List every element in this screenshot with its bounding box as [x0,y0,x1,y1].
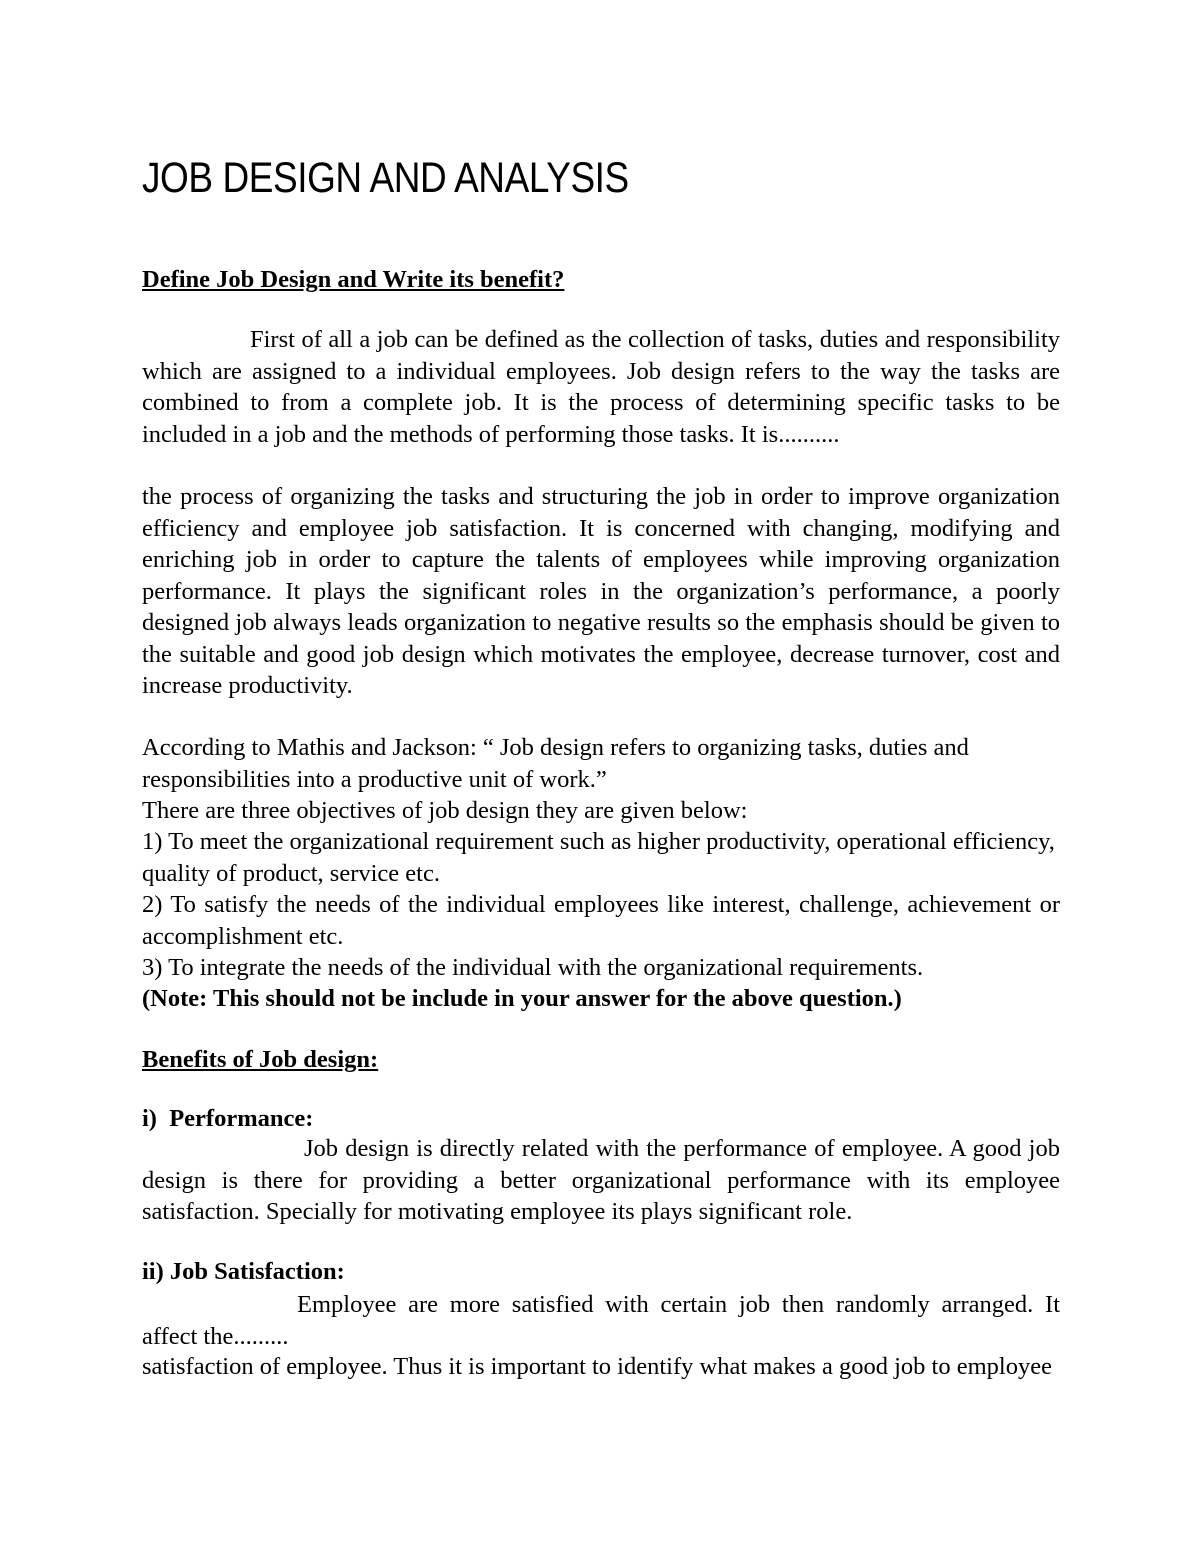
note-text: (Note: This should not be include in your answer for the above question.) [142,985,902,1012]
section-heading-define-job-design: Define Job Design and Write its benefit? [142,266,565,293]
benefit-heading-performance: i) Performance: [142,1105,314,1132]
objective-item-1: 1) To meet the organizational requirement such as higher productivity, operational efficiency, quality of product, service etc. [142,828,1055,887]
section-heading-benefits: Benefits of Job design: [142,1046,379,1073]
objective-item-2: 2) To satisfy the needs of the individual employees like interest, challenge, achievement or accomplishment etc. [142,891,1060,950]
benefit-text-job-satisfaction-part1: Employee are more satisfied with certain job then randomly arranged. It affect the......... [142,1291,1060,1350]
paragraph-mathis-jackson-quote: According to Mathis and Jackson: “ Job design refers to organizing tasks, duties and responsibilities into a productive unit of work.” [142,734,969,793]
document-title: JOB DESIGN AND ANALYSIS [142,154,629,202]
objectives-intro: There are three objectives of job design they are given below: [142,797,748,824]
objective-item-3: 3) To integrate the needs of the individual with the organizational requirements. [142,954,924,981]
paragraph-job-definition: First of all a job can be defined as the collection of tasks, duties and responsibility which are assigned to a individual employees. Job design refers to the way the tasks are combined to from a complete job. It is the process of determining specific tasks to be included in a job and the methods of performing those tasks. It is.......... [142,326,1060,448]
paragraph-job-design-process: the process of organizing the tasks and structuring the job in order to improve organization efficiency and employee job satisfaction. It is concerned with changing, modifying and enriching job in order to capture the talents of employees while improving organization performance. It plays the significant roles in the organization’s performance, a poorly designed job always leads organization to negative results so the emphasis should be given to the suitable and good job design which motivates the employee, decrease turnover, cost and increase productivity. [142,483,1060,699]
benefit-heading-job-satisfaction: ii) Job Satisfaction: [142,1258,345,1285]
benefit-text-job-satisfaction-part2: satisfaction of employee. Thus it is important to identify what makes a good job to employee [142,1353,1052,1380]
benefit-text-performance: Job design is directly related with the performance of employee. A good job design is there for providing a better organizational performance with its employee satisfaction. Specially for motivating employee its plays significant role. [142,1135,1060,1225]
